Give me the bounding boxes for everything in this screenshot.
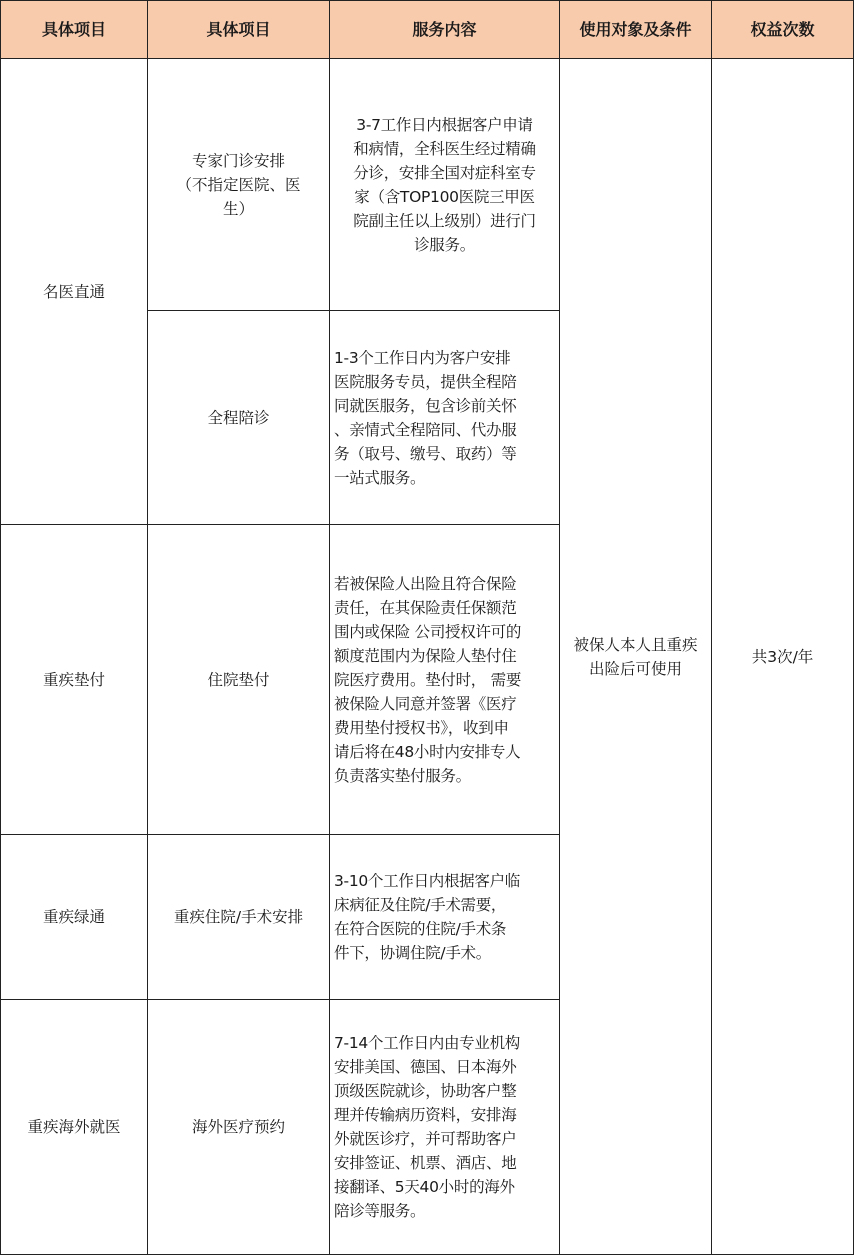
category-cell: 名医直通 xyxy=(1,59,148,525)
header-eligibility: 使用对象及条件 xyxy=(560,1,712,59)
item-cell: 重疾住院/手术安排 xyxy=(148,835,330,1000)
table-row xyxy=(1,59,854,311)
count-cell: 共3次/年 xyxy=(712,59,854,1255)
header-count: 权益次数 xyxy=(712,1,854,59)
eligibility-cell: 被保人本人且重疾 出险后可使用 xyxy=(560,59,712,1255)
category-cell: 重疾垫付 xyxy=(1,525,148,835)
category-cell: 重疾绿通 xyxy=(1,835,148,1000)
header-item: 具体项目 xyxy=(148,1,330,59)
service-cell: 若被保险人出险且符合保险 责任，在其保险责任保额范 围内或保险 公司授权许可的 额度范围内为保险人垫付住 院医疗费用。垫付时， 需要 被保险人同意并签署《医疗 费用垫付授权书》，收到申 请后将在48小时内安排专人 负责落实垫付服务。 xyxy=(330,525,560,835)
item-cell: 住院垫付 xyxy=(148,525,330,835)
category-cell: 重疾海外就医 xyxy=(1,1000,148,1255)
service-cell: 7-14个工作日内由专业机构 安排美国、德国、日本海外 顶级医院就诊，协助客户整 理并传输病历资料，安排海 外就医诊疗，并可帮助客户 安排签证、机票、酒店、地 接翻译、5天40小时的海外 陪诊等服务。 xyxy=(330,1000,560,1255)
header-category: 具体项目 xyxy=(1,1,148,59)
service-cell: 3-10个工作日内根据客户临 床病征及住院/手术需要， 在符合医院的住院/手术条 件下，协调住院/手术。 xyxy=(330,835,560,1000)
service-cell: 3-7工作日内根据客户申请 和病情，全科医生经过精确 分诊，安排全国对症科室专 家（含TOP100医院三甲医 院副主任以上级别）进行门 诊服务。 xyxy=(330,59,560,311)
item-cell: 专家门诊安排 （不指定医院、医 生） xyxy=(148,59,330,311)
header-service: 服务内容 xyxy=(330,1,560,59)
item-cell: 海外医疗预约 xyxy=(148,1000,330,1255)
item-cell: 全程陪诊 xyxy=(148,311,330,525)
header-row xyxy=(1,1,854,59)
service-cell: 1-3个工作日内为客户安排 医院服务专员，提供全程陪 同就医服务，包含诊前关怀 、亲情式全程陪同、代办服 务（取号、缴号、取药）等 一站式服务。 xyxy=(330,311,560,525)
